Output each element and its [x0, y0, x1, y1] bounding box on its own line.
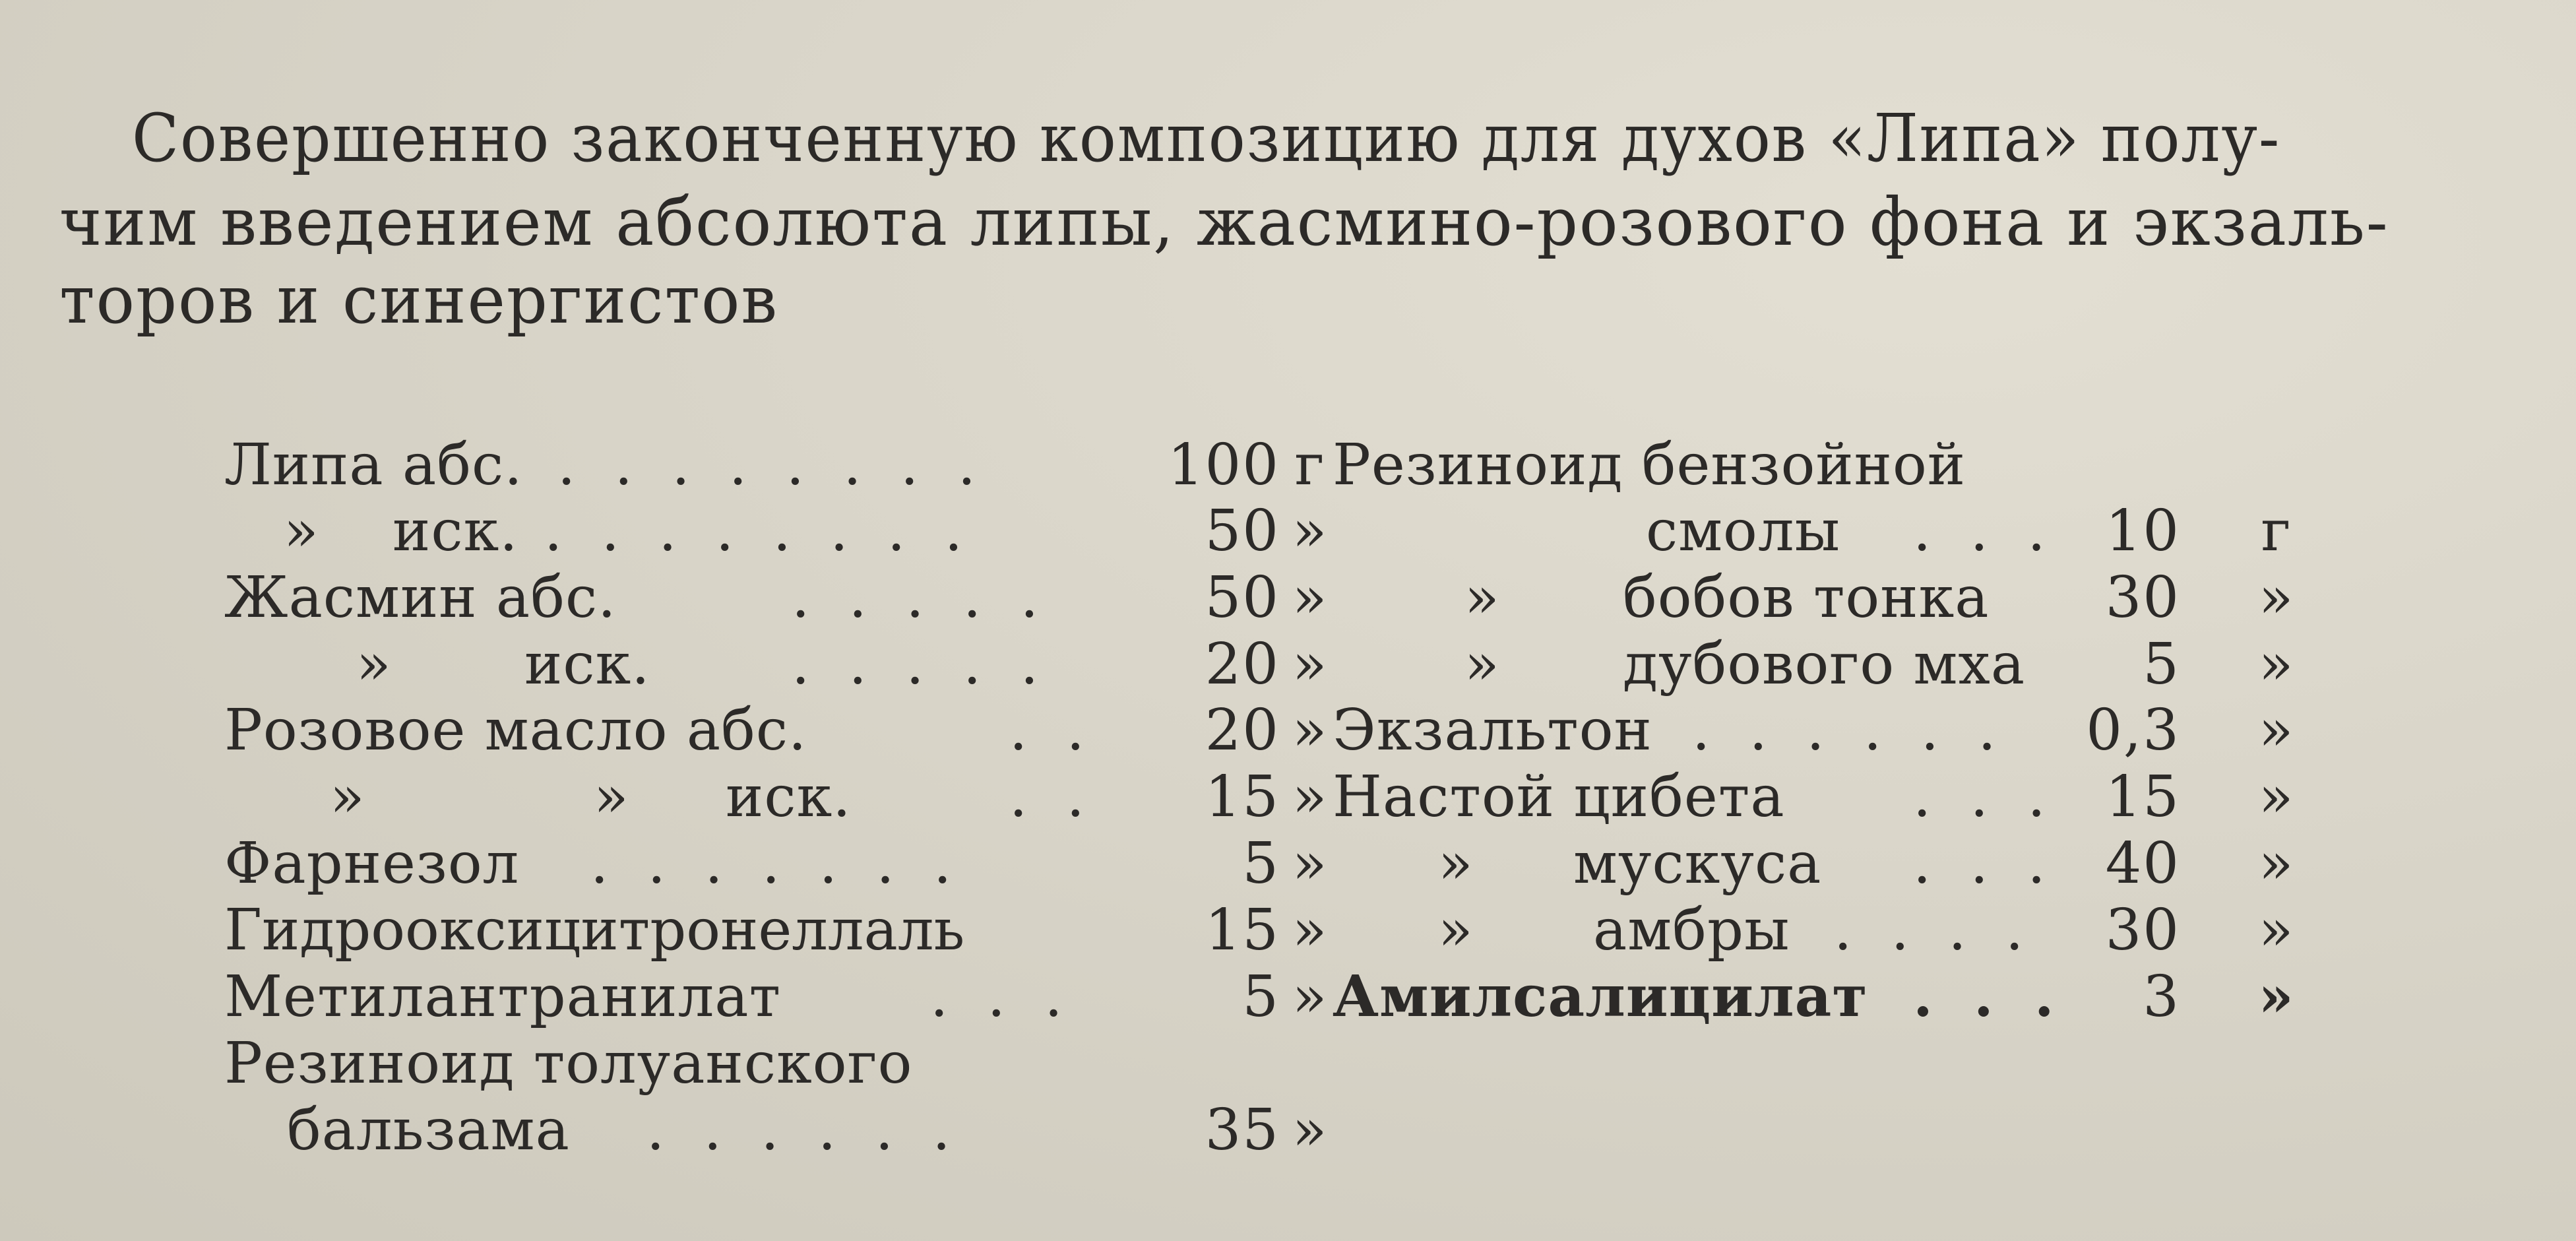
ingredient-name: Экзальтон	[1333, 697, 1652, 763]
ingredient-name: иск.	[726, 764, 852, 830]
ingredient-name: Розовое масло абс.	[224, 697, 807, 763]
ingredient-quantity: 30	[2105, 565, 2180, 631]
ingredient-unit: »	[2258, 831, 2294, 897]
leader-dots: . . . . . . . .	[544, 498, 974, 564]
ditto-mark: »	[1438, 897, 1473, 963]
leader-dots: . . .	[1913, 498, 2056, 564]
ingredient-unit: »	[1292, 1097, 1327, 1163]
ingredient-unit: »	[2258, 897, 2294, 963]
ingredient-name: смолы	[1646, 498, 1840, 564]
ingredient-quantity: 20	[1205, 697, 1280, 763]
leader-dots: . . . . .	[792, 565, 1050, 631]
leader-dots: . . .	[930, 964, 1073, 1030]
ingredient-name: Резиноид толуанского	[224, 1031, 913, 1097]
leader-dots: . . . . . .	[1692, 697, 2007, 763]
leader-dots: . . .	[1913, 831, 2056, 897]
ingredient-name: иск.	[524, 631, 650, 697]
ingredient-unit: »	[1292, 565, 1327, 631]
ditto-mark: »	[594, 764, 629, 830]
ingredient-quantity: 5	[1242, 831, 1280, 897]
ingredient-quantity: 0,3	[2086, 697, 2180, 763]
ingredient-quantity: 50	[1205, 498, 1280, 564]
leader-dots: . . .	[1913, 963, 2065, 1030]
ingredient-unit: »	[2258, 565, 2294, 631]
ingredient-quantity: 20	[1205, 631, 1280, 697]
ingredient-name: иск.	[393, 498, 518, 564]
ingredient-name: Липа абс.	[224, 432, 523, 498]
ingredient-name: Резиноид бензойной	[1333, 432, 1966, 498]
ditto-mark: »	[330, 764, 365, 830]
intro-paragraph-line-3: торов и синергистов	[59, 261, 778, 338]
ingredient-name: Жасмин абс.	[224, 565, 617, 631]
ingredient-name: амбры	[1593, 897, 1790, 963]
ingredient-unit: »	[2258, 631, 2294, 697]
ditto-mark: »	[1464, 565, 1499, 631]
leader-dots: . . .	[1913, 764, 2056, 830]
ingredient-quantity: 5	[1242, 964, 1280, 1030]
ingredient-unit: »	[1292, 697, 1327, 763]
intro-paragraph-line-2: чим введением абсолюта липы, жасмино-розового фона и экзаль-	[59, 183, 2389, 261]
ingredient-quantity: 100	[1167, 432, 1280, 498]
leader-dots: . . . . . . .	[590, 831, 962, 897]
ingredient-quantity: 15	[2105, 764, 2180, 830]
ditto-mark: »	[1464, 631, 1499, 697]
ingredient-name: Гидрооксицитронеллаль	[224, 897, 965, 963]
intro-paragraph-line-1: Совершенно законченную композицию для духов «Липа» полу-	[132, 100, 2281, 177]
ingredient-quantity: 40	[2105, 831, 2180, 897]
ingredient-unit: »	[2258, 697, 2294, 763]
ingredient-name: мускуса	[1573, 831, 1822, 897]
ditto-mark: »	[356, 631, 391, 697]
ingredient-quantity: 5	[2143, 631, 2180, 697]
ingredient-quantity: 50	[1205, 565, 1280, 631]
ingredient-unit: »	[1292, 831, 1327, 897]
ingredient-quantity: 10	[2105, 498, 2180, 564]
ingredient-name: бобов тонка	[1623, 565, 1990, 631]
ingredient-unit: г	[1294, 432, 1325, 498]
leader-dots: . .	[1009, 697, 1096, 763]
ingredient-name: Настой цибета	[1333, 764, 1785, 830]
ingredient-name: дубового мха	[1623, 631, 2026, 697]
ingredient-name: бальзама	[287, 1097, 570, 1163]
ingredient-unit: »	[1292, 764, 1327, 830]
ingredient-unit: г	[2261, 498, 2291, 564]
leader-dots: . . . . . .	[646, 1097, 961, 1163]
leader-dots: . . . .	[1834, 897, 2034, 963]
ingredient-quantity: 3	[2143, 964, 2180, 1030]
ingredient-quantity: 15	[1205, 897, 1280, 963]
ingredient-unit: »	[1292, 964, 1327, 1030]
ingredient-unit: »	[1292, 897, 1327, 963]
ditto-mark: »	[284, 498, 319, 564]
leader-dots: . . . . .	[792, 631, 1050, 697]
ingredient-name: Метилантранилат	[224, 964, 782, 1030]
ingredient-quantity: 35	[1205, 1097, 1280, 1163]
ditto-mark: »	[1438, 831, 1473, 897]
ingredient-unit: »	[2258, 963, 2294, 1030]
ingredient-quantity: 30	[2105, 897, 2180, 963]
ingredient-name: Амилсалицилат	[1333, 963, 1868, 1030]
ingredient-unit: »	[1292, 631, 1327, 697]
ingredient-unit: »	[2258, 764, 2294, 830]
ingredient-unit: »	[1292, 498, 1327, 564]
leader-dots: . . . . . . . .	[557, 432, 987, 498]
ingredient-quantity: 15	[1205, 764, 1280, 830]
ingredient-name: Фарнезол	[224, 831, 520, 897]
leader-dots: . .	[1009, 764, 1096, 830]
